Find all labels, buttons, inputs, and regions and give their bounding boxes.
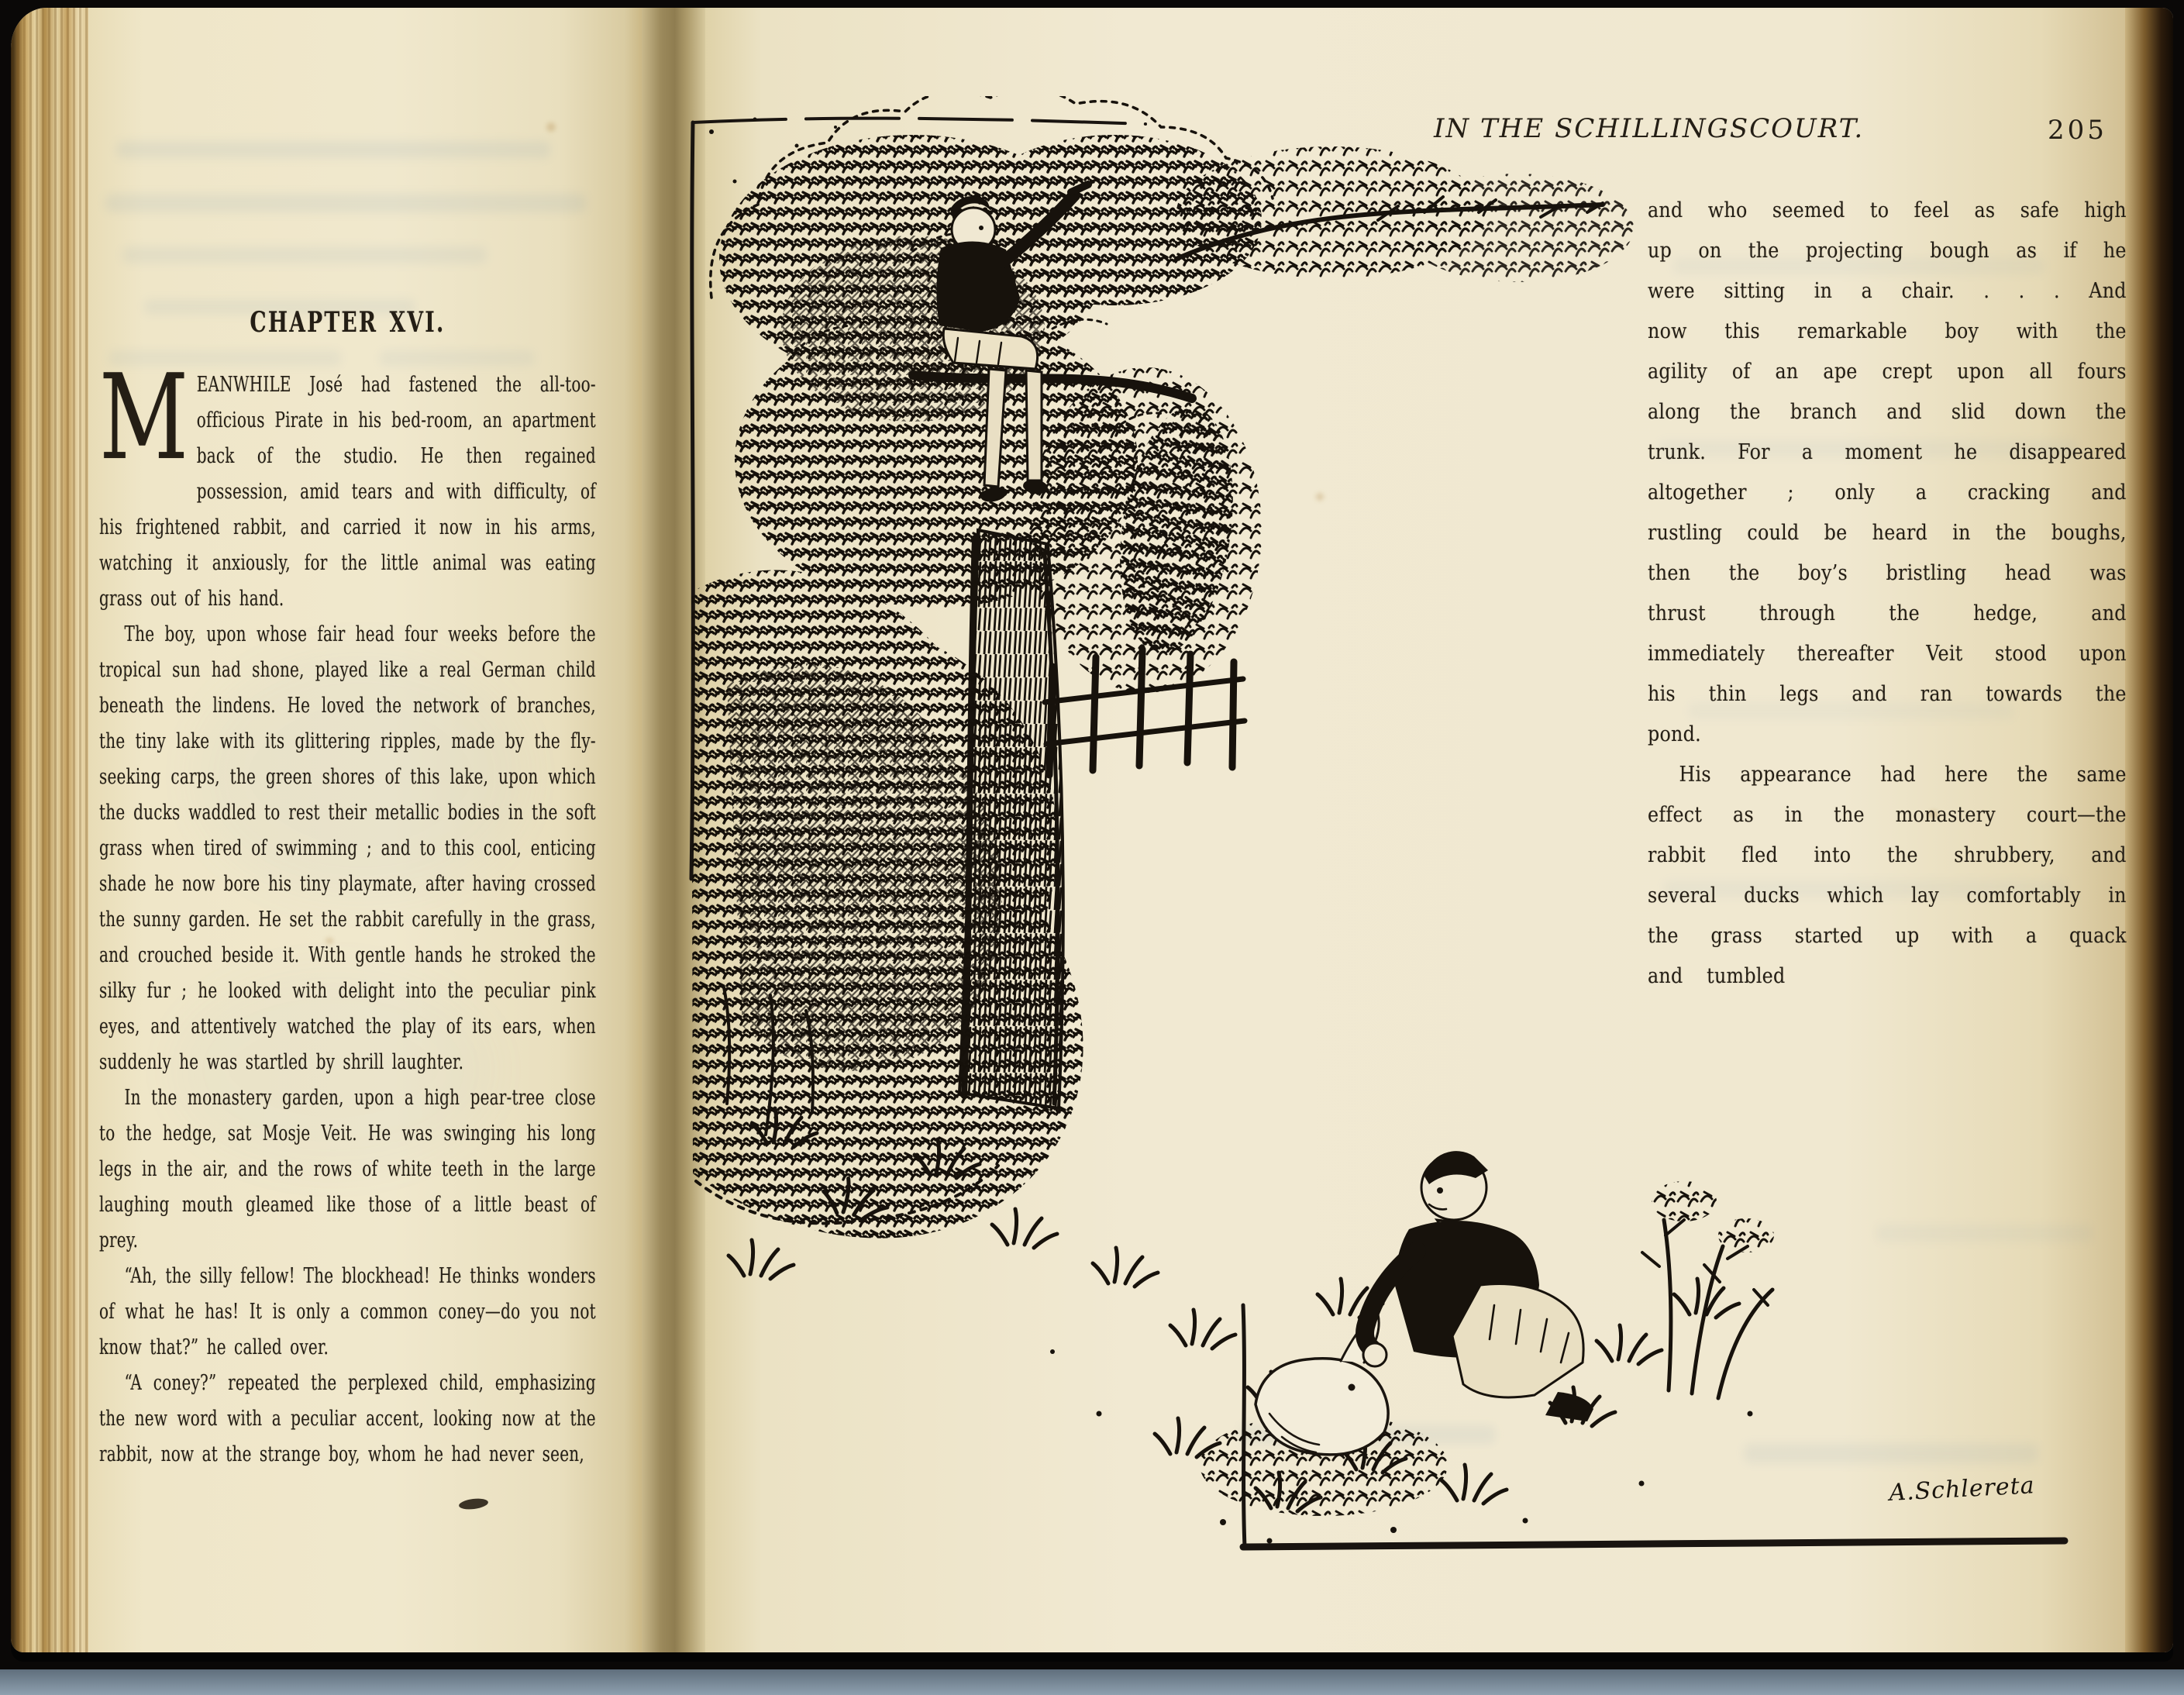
drop-cap: M — [99, 349, 189, 486]
bleedthrough-ghost — [105, 194, 586, 212]
page-fore-edge — [11, 8, 88, 1652]
page-number: 205 — [2048, 115, 2107, 146]
paragraph: In the monastery garden, upon a high pear-tree close to the hedge, sat Mosje Veit. He was swinging his long legs in the air, and the rows of white teeth in the large laughing mouth gleamed like those of a little beast of prey. — [99, 1086, 596, 1252]
paragraph-text: EANWHILE José had fastened the all-too-officious Pirate in his bed-room, an apartment back of the studio. He then regained possession, amid tears and with difficulty, of his frightened rabbit, and carried it now in his arms, watching it anxiously, for the little animal was eating grass out of his hand. — [99, 373, 596, 611]
book-board-edge — [2125, 8, 2173, 1652]
crouching-boy — [1363, 1151, 1593, 1421]
chapter-heading: CHAPTER XVI. — [250, 306, 446, 339]
table-surface — [0, 1669, 2184, 1695]
paragraph — [99, 349, 596, 617]
plants — [1642, 1181, 1774, 1398]
fence — [1045, 649, 1245, 775]
right-page-text-column — [1648, 191, 2127, 997]
paragraph: His appearance had here the same effect as in the monastery court—the rabbit fled into the shrubbery, and several ducks which lay comfortably in the grass started up with a quack and tumbled — [1648, 763, 2127, 988]
artist-signature: A.Schlereta — [1888, 1472, 2036, 1507]
running-header: IN THE SCHILLINGSCOURT. — [1434, 113, 1865, 144]
paragraph: and who seemed to feel as safe high up on the projecting bough as if he were sitting in a chair. . . . And now this remarkable boy with the agility of an ape crept upon all fours along the branch and slid down the trunk. For a moment he disappeared altogether ; only a cracking and rustling could be heard in the boughs, then the boy’s bristling head was thrust through the hedge, and immediately thereafter Veit stood upon his thin legs and ran towards the pond. — [1648, 198, 2127, 746]
paragraph: “A coney?” repeated the perplexed child, emphasizing the new word with a peculiar accent, looking now at the rabbit, now at the strange boy, whom he had never seen, — [99, 1371, 596, 1466]
foxing-spot — [546, 122, 556, 132]
left-page-text-column — [99, 305, 596, 1473]
paragraph: “Ah, the silly fellow! The blockhead! He thinks wonders of what he has! It is only a common coney—do you not know that?” he called over. — [99, 1264, 596, 1359]
bleedthrough-ghost — [116, 141, 550, 158]
paragraph: The boy, upon whose fair head four weeks before the tropical sun had shone, played like a real German child beneath the lindens. He loved the network of branches, the tiny lake with its glittering ripples, made by the fly-seeking carps, the green shores of this lake, upon which the ducks waddled to rest their metallic bodies in the soft grass when tired of swimming ; and to this cool, enticing shade he now bore his tiny playmate, after having crossed the sunny garden. He set the rabbit carefully in the grass, and crouched beside it. With gentle hands he stroked the silky fur ; he looked with delight into the peculiar pink eyes, and attentively watched the play of its ears, when suddenly he was startled by shrill laughter. — [99, 622, 596, 1074]
bleedthrough-ghost — [122, 246, 487, 264]
